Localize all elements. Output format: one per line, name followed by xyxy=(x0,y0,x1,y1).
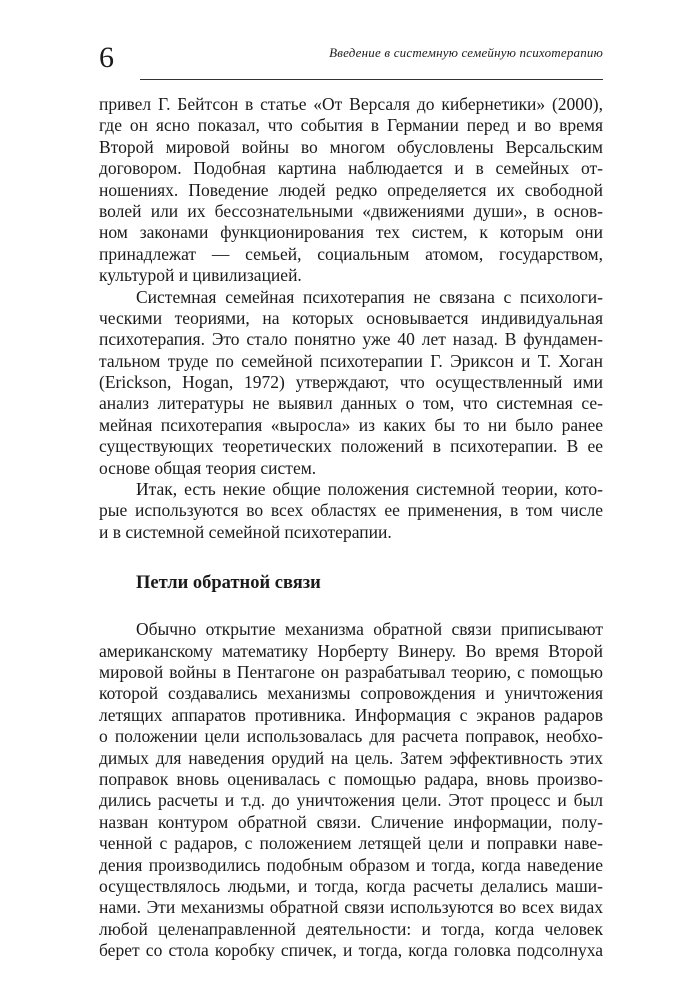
text-line: (Erickson, Hogan, 1972) утверждают, что осуществленный ими xyxy=(99,372,603,393)
paragraph xyxy=(99,619,603,961)
page-body xyxy=(99,94,603,961)
text-line: любой целенаправленной деятельности: и тогда, когда человек xyxy=(99,918,603,939)
text-line: привел Г. Бейтсон в статье «От Версаля до кибернетики» (2000), xyxy=(99,94,603,114)
text-line: ческими теориями, на которых основывается индивидуальная xyxy=(99,307,603,328)
text-line: основе общая теория систем. xyxy=(99,457,317,478)
text-line: дились расчеты и т.д. до уничтожения цели. Этот процесс и был xyxy=(99,790,603,811)
text-line: дения производились подобным образом и тогда, когда наведение xyxy=(99,854,603,875)
text-line: ном законами функционирования тех систем, к которым они xyxy=(99,222,603,243)
text-line: поправок вновь оценивалась с помощью радара, вновь произво- xyxy=(99,768,603,789)
text-line: димых для наведения орудий на цель. Затем эффективность этих xyxy=(99,747,603,768)
paragraph xyxy=(99,287,603,480)
text-line: мейная психотерапия «выросла» из каких бы то ни было ранее xyxy=(99,414,603,435)
section-heading: Петли обратной связи xyxy=(136,573,321,594)
text-line: осуществлялось людьми, и тогда, когда расчеты делались маши- xyxy=(99,875,603,896)
text-line: тальном труде по семейной психотерапии Г. Эриксон и Т. Хоган xyxy=(99,350,603,371)
text-line: летящих аппаратов противника. Информация с экранов радаров xyxy=(99,704,603,725)
paragraph xyxy=(99,479,603,543)
text-line: психотерапия. Это стало понятно уже 40 лет назад. В фундамен- xyxy=(99,329,603,350)
text-line: назван контуром обратной связи. Сличение информации, полу- xyxy=(99,811,603,832)
page-header xyxy=(99,36,603,80)
text-line: волей или их бессознательными «движениями души», в основ- xyxy=(99,200,603,221)
text-line: ношениях. Поведение людей редко определяется их свободной xyxy=(99,179,603,200)
text-line: ченной с радаров, с положением летящей цели и поправки наве- xyxy=(99,833,603,854)
text-line: и в системной семейной психотерапии. xyxy=(99,521,392,542)
text-line: культурой и цивилизацией. xyxy=(99,265,302,286)
text-line: которой создавались механизмы сопровождения и уничтожения xyxy=(99,683,603,704)
text-line: Обычно открытие механизма обратной связи приписывают xyxy=(136,619,603,640)
text-line: Итак, есть некие общие положения системной теории, кото- xyxy=(136,479,603,500)
text-line: где он ясно показал, что события в Германии перед и во время xyxy=(99,115,603,136)
running-title: Введение в системную семейную психотерапию xyxy=(329,45,603,60)
header-rule xyxy=(140,79,603,80)
text-line: существующих теоретических положений в психотерапии. В ее xyxy=(99,436,603,457)
text-line: договором. Подобная картина наблюдается и в семейных от- xyxy=(99,158,603,179)
text-line: Второй мировой войны во многом обусловлены Версальским xyxy=(99,136,603,157)
text-line: американскому математику Норберту Винеру. Во время Второй xyxy=(99,640,603,661)
text-line: о положении цели использовалась для расчета поправок, необхо- xyxy=(99,726,603,747)
text-line: берет со стола коробку спичек, и тогда, когда головка подсолнуха xyxy=(99,940,603,961)
page-number: 6 xyxy=(99,41,114,74)
paragraph xyxy=(99,94,603,287)
text-line: нами. Эти механизмы обратной связи используются во всех видах xyxy=(99,897,603,918)
text-line: Системная семейная психотерапия не связана с психологи- xyxy=(136,286,603,307)
text-line: мировой войны в Пентагоне он разрабатывал теорию, с помощью xyxy=(99,661,603,682)
text-line: рые используются во всех областях ее применения, в том числе xyxy=(99,500,603,521)
text-line: принадлежат — семьей, социальным атомом, государством, xyxy=(99,243,603,264)
text-line: анализ литературы не выявил данных о том, что системная се- xyxy=(99,393,603,414)
